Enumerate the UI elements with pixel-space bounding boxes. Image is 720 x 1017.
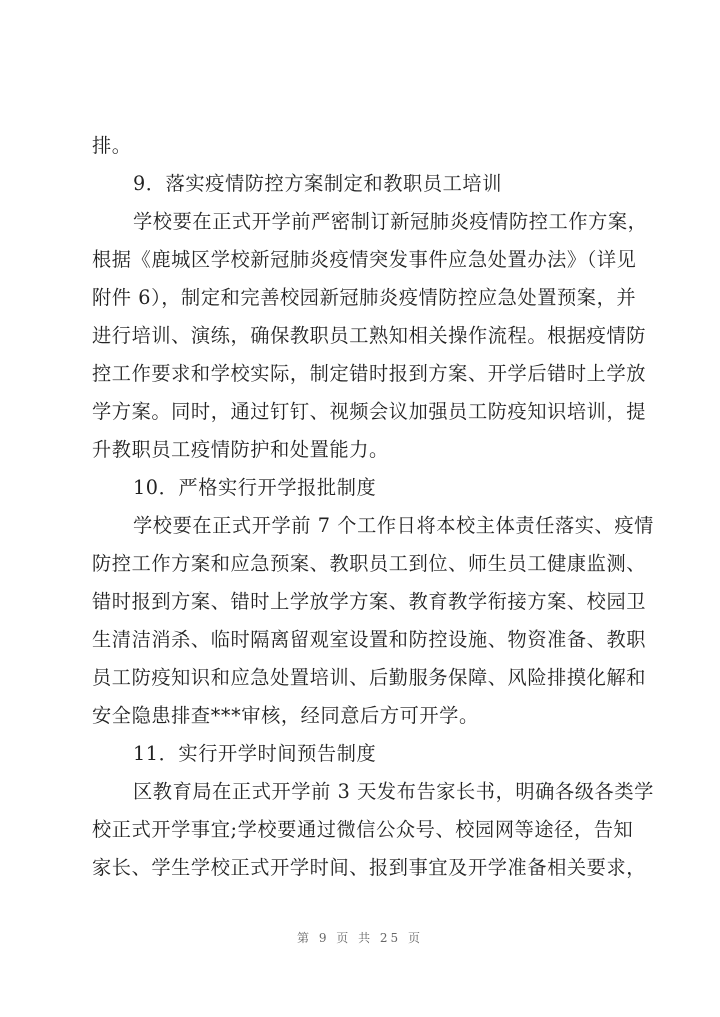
text-line: 家长、学生学校正式开学时间、报到事宜及开学准备相关要求， <box>92 856 647 879</box>
text-line: 生清洁消杀、临时隔离留观室设置和防控设施、物资准备、教职 <box>92 628 647 651</box>
text-line: 学校要在正式开学前 7 个工作日将本校主体责任落实、疫情 <box>133 514 654 537</box>
text-line: 升教职员工疫情防护和处置能力。 <box>92 438 389 461</box>
text-line: 学校要在正式开学前严密制订新冠肺炎疫情防控工作方案， <box>133 210 648 233</box>
text-line: 安全隐患排查***审核，经同意后方可开学。 <box>92 704 479 727</box>
section-heading: 10．严格实行开学报批制度 <box>133 476 377 499</box>
text-line: 错时报到方案、错时上学放学方案、教育教学衔接方案、校园卫 <box>92 590 647 613</box>
text-line: 控工作要求和学校实际，制定错时报到方案、开学后错时上学放 <box>92 362 647 385</box>
section-heading: 9．落实疫情防控方案制定和教职员工培训 <box>133 172 502 195</box>
text-line: 区教育局在正式开学前 3 天发布告家长书，明确各级各类学 <box>133 780 654 803</box>
text-line: 进行培训、演练，确保教职员工熟知相关操作流程。根据疫情防 <box>92 324 647 347</box>
text-line: 校正式开学事宜;学校要通过微信公众号、校园网等途径，告知 <box>92 818 634 841</box>
text-line: 学方案。同时，通过钉钉、视频会议加强员工防疫知识培训，提 <box>92 400 647 423</box>
text-line: 附件 6），制定和完善校园新冠肺炎疫情防控应急处置预案，并 <box>92 286 637 309</box>
text-line: 防控工作方案和应急预案、教职员工到位、师生员工健康监测、 <box>92 552 647 575</box>
text-line: 根据《鹿城区学校新冠肺炎疫情突发事件应急处置办法》（详见 <box>92 248 637 271</box>
text-line: 排。 <box>92 134 132 157</box>
text-line: 员工防疫知识和应急处置培训、后勤服务保障、风险排摸化解和 <box>92 666 647 689</box>
section-heading: 11．实行开学时间预告制度 <box>133 742 377 765</box>
page-number-footer: 第 9 页 共 25 页 <box>297 931 423 945</box>
